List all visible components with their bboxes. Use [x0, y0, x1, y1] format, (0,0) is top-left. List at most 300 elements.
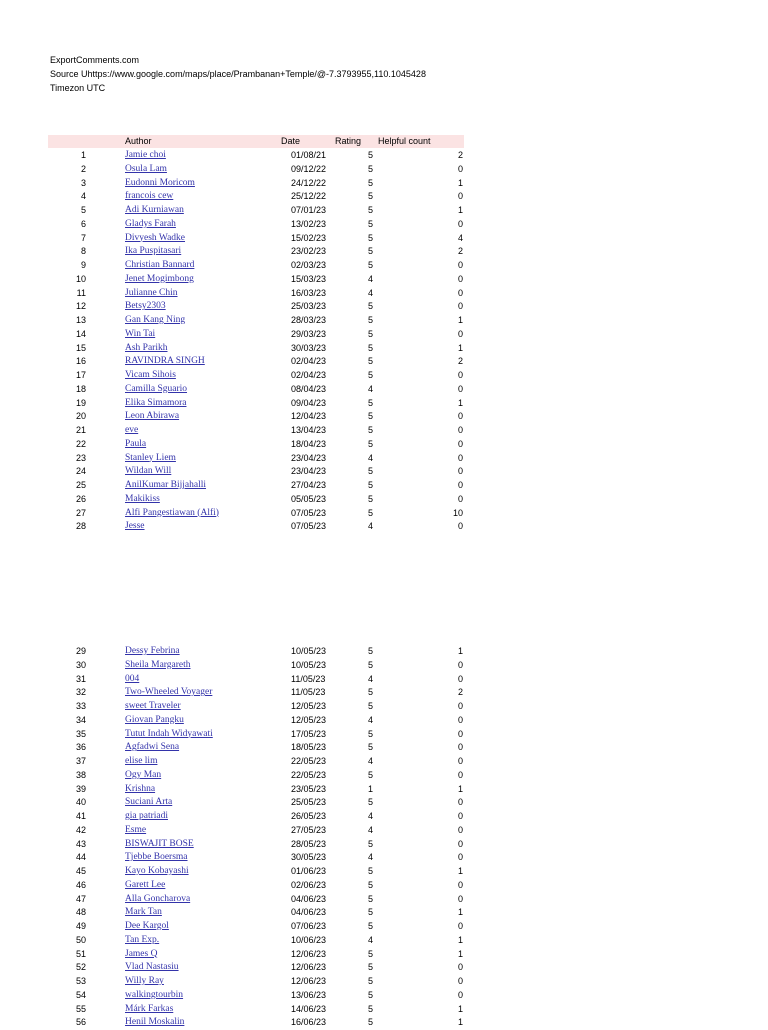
helpful-count-value: 1 — [457, 205, 463, 215]
row-number: 31 — [75, 673, 86, 684]
comment-date: 04/06/23 — [291, 893, 327, 904]
comment-date: 26/05/23 — [291, 811, 327, 821]
rating-value: 5 — [368, 438, 374, 449]
table-row — [48, 673, 464, 687]
author-link[interactable]: Makikiss — [125, 493, 160, 504]
rating-value: 4 — [368, 756, 374, 766]
table-row — [48, 342, 464, 356]
rating-value: 5 — [368, 797, 374, 808]
row-number: 1 — [80, 150, 86, 160]
rating-value: 5 — [368, 205, 374, 215]
header-date: Date — [281, 136, 301, 146]
author-link[interactable]: Vlad Nastasiu — [125, 962, 179, 973]
helpful-count-value: 2 — [457, 246, 463, 257]
rating-value: 5 — [368, 962, 374, 973]
helpful-count-value: 0 — [457, 976, 463, 986]
table-row — [48, 879, 464, 893]
author-link[interactable]: Camilla Sguario — [125, 383, 188, 394]
helpful-count-value: 1 — [457, 934, 463, 945]
rating-value: 5 — [368, 976, 374, 986]
helpful-count-value: 0 — [457, 673, 463, 684]
rating-value: 1 — [368, 783, 374, 794]
comment-date: 28/05/23 — [291, 838, 327, 849]
comment-date: 05/05/23 — [291, 493, 327, 504]
row-number: 43 — [75, 838, 86, 849]
author-link[interactable]: Jamie choi — [125, 150, 166, 160]
table-row — [48, 383, 464, 397]
comment-date: 07/01/23 — [291, 205, 327, 215]
comment-date: 12/04/23 — [291, 411, 327, 422]
rating-value: 4 — [368, 714, 374, 725]
rating-value: 5 — [368, 989, 374, 1000]
rating-value: 4 — [368, 852, 374, 863]
comment-date: 13/06/23 — [291, 989, 327, 1000]
comment-date: 07/05/23 — [291, 507, 327, 518]
author-link[interactable]: Adi Kurniawan — [125, 205, 184, 215]
row-number: 39 — [75, 783, 86, 794]
helpful-count-value: 2 — [457, 356, 463, 367]
helpful-count-value: 0 — [457, 879, 463, 890]
rating-value: 5 — [368, 425, 374, 435]
comment-date: 09/12/22 — [291, 163, 327, 174]
helpful-count-value: 0 — [457, 273, 463, 284]
helpful-count-value: 0 — [457, 287, 463, 298]
helpful-count-value: 2 — [457, 687, 463, 698]
comment-date: 15/03/23 — [291, 273, 327, 284]
table-row — [48, 410, 464, 424]
author-link[interactable]: Esme — [125, 824, 147, 835]
helpful-count-value: 0 — [457, 466, 463, 477]
author-link[interactable]: Divyesh Wadke — [125, 232, 186, 243]
comment-date: 12/05/23 — [291, 701, 327, 711]
author-link[interactable]: James Q — [125, 948, 158, 959]
author-link[interactable]: eve — [125, 425, 139, 435]
table-row — [48, 1003, 464, 1017]
author-link[interactable]: Mark Tan — [125, 907, 162, 918]
rating-value: 5 — [368, 921, 374, 931]
table-row — [48, 961, 464, 975]
header-author: Author — [125, 136, 152, 146]
rating-value: 5 — [368, 893, 374, 904]
author-link[interactable]: Ika Puspitasari — [125, 246, 182, 257]
author-link[interactable]: Christian Bannard — [125, 260, 195, 270]
row-number: 2 — [80, 163, 86, 174]
row-number: 11 — [76, 287, 86, 298]
helpful-count-value: 1 — [457, 315, 463, 325]
helpful-count-value: 0 — [457, 989, 463, 1000]
author-link[interactable]: Henil Moskalin — [125, 1017, 185, 1028]
author-link[interactable]: Eudonni Moricom — [125, 177, 195, 188]
row-number: 56 — [75, 1017, 86, 1028]
author-link[interactable]: Jenet Mogimbong — [125, 273, 194, 284]
helpful-count-value: 0 — [457, 260, 463, 270]
rating-value: 5 — [368, 687, 374, 698]
rating-value: 5 — [368, 1003, 374, 1014]
row-number: 37 — [75, 756, 86, 766]
table-row — [48, 645, 464, 659]
comment-date: 12/05/23 — [291, 714, 327, 725]
comment-date: 02/04/23 — [291, 370, 327, 380]
helpful-count-value: 1 — [457, 783, 463, 794]
row-number: 17 — [75, 370, 86, 380]
comment-date: 30/03/23 — [291, 342, 327, 353]
rating-value: 5 — [368, 838, 374, 849]
helpful-count-value: 1 — [457, 177, 463, 188]
row-number: 44 — [75, 852, 86, 863]
author-link[interactable]: Ash Parikh — [125, 342, 168, 353]
comment-date: 11/05/23 — [291, 687, 326, 698]
row-number: 16 — [75, 356, 86, 367]
table-row — [48, 218, 464, 232]
author-link[interactable]: RAVINDRA SINGH — [125, 356, 205, 367]
rating-value: 4 — [368, 934, 374, 945]
helpful-count-value: 0 — [457, 383, 463, 394]
comment-date: 23/05/23 — [291, 783, 327, 794]
table-row — [48, 975, 464, 989]
table-row — [48, 934, 464, 948]
table-row — [48, 824, 464, 838]
helpful-count-value: 0 — [457, 962, 463, 973]
author-link[interactable]: Agfadwi Sena — [125, 742, 180, 753]
table-row — [48, 714, 464, 728]
table-row — [48, 232, 464, 246]
comment-date: 12/06/23 — [291, 948, 327, 959]
rating-value: 4 — [368, 521, 374, 532]
rating-value: 5 — [368, 493, 374, 504]
table-row — [48, 920, 464, 934]
rating-value: 5 — [368, 659, 374, 670]
rating-value: 5 — [368, 646, 374, 656]
rating-value: 5 — [368, 466, 374, 477]
author-link[interactable]: Willy Ray — [125, 976, 164, 986]
row-number: 10 — [75, 273, 86, 284]
comment-date: 25/03/23 — [291, 301, 327, 312]
author-link[interactable]: Leon Abirawa — [125, 411, 180, 422]
rating-value: 5 — [368, 356, 374, 367]
row-number: 28 — [75, 521, 86, 532]
author-link[interactable]: Suciani Arta — [125, 797, 173, 808]
table-header-row — [48, 135, 464, 148]
helpful-count-value: 1 — [457, 342, 463, 353]
table-row — [48, 190, 464, 204]
row-number: 3 — [80, 177, 86, 188]
helpful-count-value: 1 — [457, 397, 463, 408]
author-link[interactable]: Kayo Kobayashi — [125, 866, 189, 876]
row-number: 47 — [75, 893, 86, 904]
table-row — [48, 810, 464, 824]
table-row — [48, 300, 464, 314]
rating-value: 5 — [368, 480, 374, 490]
table-row — [48, 273, 464, 287]
helpful-count-value: 0 — [457, 797, 463, 808]
helpful-count-value: 0 — [457, 714, 463, 725]
comment-date: 10/05/23 — [291, 659, 327, 670]
comment-date: 23/04/23 — [291, 452, 327, 463]
author-link[interactable]: elise lim — [125, 756, 158, 766]
rating-value: 5 — [368, 866, 374, 876]
table-row — [48, 479, 464, 493]
row-number: 42 — [75, 824, 86, 835]
comment-date: 12/06/23 — [291, 976, 327, 986]
comment-date: 04/06/23 — [291, 907, 327, 918]
helpful-count-value: 4 — [457, 232, 463, 243]
row-number: 54 — [75, 989, 86, 1000]
row-number: 30 — [75, 659, 86, 670]
table-row — [48, 520, 464, 534]
row-number: 23 — [75, 452, 86, 463]
rating-value: 5 — [368, 728, 374, 739]
author-link[interactable]: Betsy2303 — [125, 301, 166, 312]
comment-date: 15/02/23 — [291, 232, 327, 243]
table-row — [48, 838, 464, 852]
comment-date: 01/06/23 — [291, 866, 327, 876]
row-number: 33 — [75, 701, 86, 711]
table-row — [48, 948, 464, 962]
helpful-count-value: 10 — [452, 507, 463, 518]
helpful-count-value: 0 — [457, 893, 463, 904]
helpful-count-value: 0 — [457, 769, 463, 780]
comment-date: 13/04/23 — [291, 425, 327, 435]
rating-value: 5 — [368, 301, 374, 312]
row-number: 50 — [75, 934, 86, 945]
author-link[interactable]: Wildan Will — [125, 466, 172, 477]
table-row — [48, 755, 464, 769]
author-link[interactable]: Two-Wheeled Voyager — [125, 687, 213, 698]
comment-date: 07/06/23 — [291, 921, 327, 931]
row-number: 25 — [75, 480, 86, 490]
helpful-count-value: 0 — [457, 811, 463, 821]
row-number: 52 — [75, 962, 86, 973]
comment-date: 28/03/23 — [291, 315, 327, 325]
table-row — [48, 906, 464, 920]
row-number: 8 — [80, 246, 86, 257]
header-rating: Rating — [335, 136, 362, 146]
helpful-count-value: 0 — [457, 701, 463, 711]
row-number: 24 — [75, 466, 86, 477]
export-source-name: ExportComments.com — [50, 55, 140, 65]
table-row — [48, 865, 464, 879]
helpful-count-value: 0 — [457, 411, 463, 422]
author-link[interactable]: Gladys Farah — [125, 218, 176, 229]
table-row — [48, 659, 464, 673]
author-link[interactable]: Win Tai — [125, 328, 156, 339]
helpful-count-value: 0 — [457, 742, 463, 753]
helpful-count-value: 2 — [457, 150, 463, 160]
table-row — [48, 493, 464, 507]
rating-value: 5 — [368, 232, 374, 243]
header-helpful-count: Helpful count — [378, 136, 431, 146]
row-number: 6 — [80, 218, 86, 229]
table-row — [48, 893, 464, 907]
author-link[interactable]: Krishna — [125, 783, 156, 794]
rating-value: 5 — [368, 1017, 374, 1028]
comment-date: 16/06/23 — [291, 1017, 327, 1028]
table-row — [48, 438, 464, 452]
comment-date: 24/12/22 — [291, 177, 327, 188]
author-link[interactable]: sweet Traveler — [125, 701, 181, 711]
helpful-count-value: 1 — [457, 646, 463, 656]
row-number: 22 — [75, 438, 86, 449]
rating-value: 5 — [368, 879, 374, 890]
rating-value: 4 — [368, 673, 374, 684]
author-link[interactable]: walkingtourbin — [125, 989, 184, 1000]
rating-value: 5 — [368, 163, 374, 174]
table-row — [48, 163, 464, 177]
author-link[interactable]: Tan Exp. — [125, 934, 160, 945]
comment-date: 29/03/23 — [291, 328, 327, 339]
row-number: 19 — [75, 397, 86, 408]
export-source-url: Source Uhttps://www.google.com/maps/place/Prambanan+Temple/@-7.3793955,110.1045428 — [50, 69, 426, 79]
row-number: 45 — [75, 866, 86, 876]
comment-date: 07/05/23 — [291, 521, 327, 532]
rating-value: 4 — [368, 452, 374, 463]
rating-value: 5 — [368, 769, 374, 780]
author-link[interactable]: Elika Simamora — [125, 397, 187, 408]
table-row — [48, 796, 464, 810]
author-link[interactable]: Garett Lee — [125, 879, 166, 890]
author-link[interactable]: Stanley Liem — [125, 452, 176, 463]
rating-value: 5 — [368, 397, 374, 408]
table-row — [48, 741, 464, 755]
helpful-count-value: 0 — [457, 521, 463, 532]
rating-value: 5 — [368, 328, 374, 339]
row-number: 13 — [75, 315, 86, 325]
helpful-count-value: 0 — [457, 728, 463, 739]
rating-value: 4 — [368, 824, 374, 835]
author-link[interactable]: Tutut Indah Widyawati — [125, 728, 213, 739]
author-link[interactable]: Ogy Man — [125, 769, 162, 780]
row-number: 41 — [75, 811, 86, 821]
table-row — [48, 424, 464, 438]
row-number: 48 — [75, 907, 86, 918]
rating-value: 5 — [368, 370, 374, 380]
table-row — [48, 465, 464, 479]
author-link[interactable]: Márk Farkas — [125, 1003, 174, 1014]
helpful-count-value: 0 — [457, 425, 463, 435]
comment-date: 25/05/23 — [291, 797, 327, 808]
row-number: 20 — [75, 411, 86, 422]
row-number: 18 — [75, 383, 86, 394]
table-row — [48, 783, 464, 797]
comment-date: 30/05/23 — [291, 852, 327, 863]
author-link[interactable]: Osula Lam — [125, 163, 167, 174]
helpful-count-value: 0 — [457, 838, 463, 849]
comment-date: 09/04/23 — [291, 397, 327, 408]
rating-value: 4 — [368, 383, 374, 394]
helpful-count-value: 0 — [457, 756, 463, 766]
rating-value: 5 — [368, 342, 374, 353]
row-number: 12 — [75, 301, 86, 312]
author-link[interactable]: Alfi Pangestiawan (Alfi) — [125, 507, 219, 518]
rating-value: 5 — [368, 315, 374, 325]
comment-date: 25/12/22 — [291, 191, 327, 202]
comment-date: 01/08/21 — [291, 150, 327, 160]
row-number: 4 — [80, 191, 86, 202]
table-row — [48, 328, 464, 342]
rating-value: 5 — [368, 701, 374, 711]
helpful-count-value: 0 — [457, 824, 463, 835]
table-row — [48, 686, 464, 700]
author-link[interactable]: Jesse — [125, 521, 145, 532]
comment-date: 18/04/23 — [291, 438, 327, 449]
table-row — [48, 314, 464, 328]
table-row — [48, 369, 464, 383]
row-number: 38 — [75, 769, 86, 780]
comment-date: 18/05/23 — [291, 742, 327, 753]
export-metadata — [50, 53, 464, 95]
comment-date: 22/05/23 — [291, 756, 327, 766]
author-link[interactable]: francois cew — [125, 191, 174, 202]
row-number: 29 — [75, 646, 86, 656]
row-number: 27 — [75, 507, 86, 518]
author-link[interactable]: gia patriadi — [125, 811, 168, 821]
row-number: 9 — [80, 260, 86, 270]
rating-value: 5 — [368, 260, 374, 270]
author-link[interactable]: Sheila Margareth — [125, 659, 191, 670]
rating-value: 5 — [368, 150, 374, 160]
author-link[interactable]: Alla Goncharova — [125, 893, 191, 904]
row-number: 5 — [80, 205, 86, 215]
helpful-count-value: 0 — [457, 301, 463, 312]
helpful-count-value: 1 — [457, 1003, 463, 1014]
helpful-count-value: 1 — [457, 907, 463, 918]
table-row — [48, 769, 464, 783]
author-link[interactable]: Vicam Sihois — [125, 370, 176, 380]
rating-value: 4 — [368, 273, 374, 284]
table-row — [48, 259, 464, 273]
comment-date: 23/02/23 — [291, 246, 327, 257]
rating-value: 5 — [368, 907, 374, 918]
author-link[interactable]: Dee Kargol — [125, 921, 169, 931]
table-row — [48, 989, 464, 1003]
helpful-count-value: 0 — [457, 163, 463, 174]
row-number: 34 — [75, 714, 86, 725]
author-link[interactable]: BISWAJIT BOSE — [125, 838, 194, 849]
table-row — [48, 728, 464, 742]
rating-value: 5 — [368, 246, 374, 257]
rating-value: 5 — [368, 218, 374, 229]
comment-date: 12/06/23 — [291, 962, 327, 973]
comment-date: 16/03/23 — [291, 287, 327, 298]
rating-value: 5 — [368, 507, 374, 518]
table-row — [48, 851, 464, 865]
author-link[interactable]: Giovan Pangku — [125, 714, 184, 725]
comment-date: 08/04/23 — [291, 383, 327, 394]
comment-date: 02/04/23 — [291, 356, 327, 367]
author-link[interactable]: Paula — [125, 438, 147, 449]
row-number: 51 — [75, 948, 86, 959]
comment-date: 10/06/23 — [291, 934, 327, 945]
author-link[interactable]: Tjebbe Boersma — [125, 852, 188, 863]
table-row — [48, 700, 464, 714]
rating-value: 4 — [368, 287, 374, 298]
export-timezone: Timezon UTC — [50, 83, 106, 93]
table-row — [48, 287, 464, 301]
row-number: 46 — [75, 879, 86, 890]
author-link[interactable]: 004 — [125, 673, 140, 684]
author-link[interactable]: Gan Kang Ning — [125, 315, 186, 325]
comment-date: 27/04/23 — [291, 480, 327, 490]
table-row — [48, 507, 464, 521]
comment-date: 13/02/23 — [291, 218, 327, 229]
helpful-count-value: 0 — [457, 191, 463, 202]
rating-value: 5 — [368, 177, 374, 188]
table-row — [48, 452, 464, 466]
author-link[interactable]: Dessy Febrina — [125, 646, 180, 656]
comment-date: 02/03/23 — [291, 260, 327, 270]
author-link[interactable]: AnilKumar Bijjahalli — [125, 480, 207, 490]
author-link[interactable]: Julianne Chin — [125, 287, 178, 298]
